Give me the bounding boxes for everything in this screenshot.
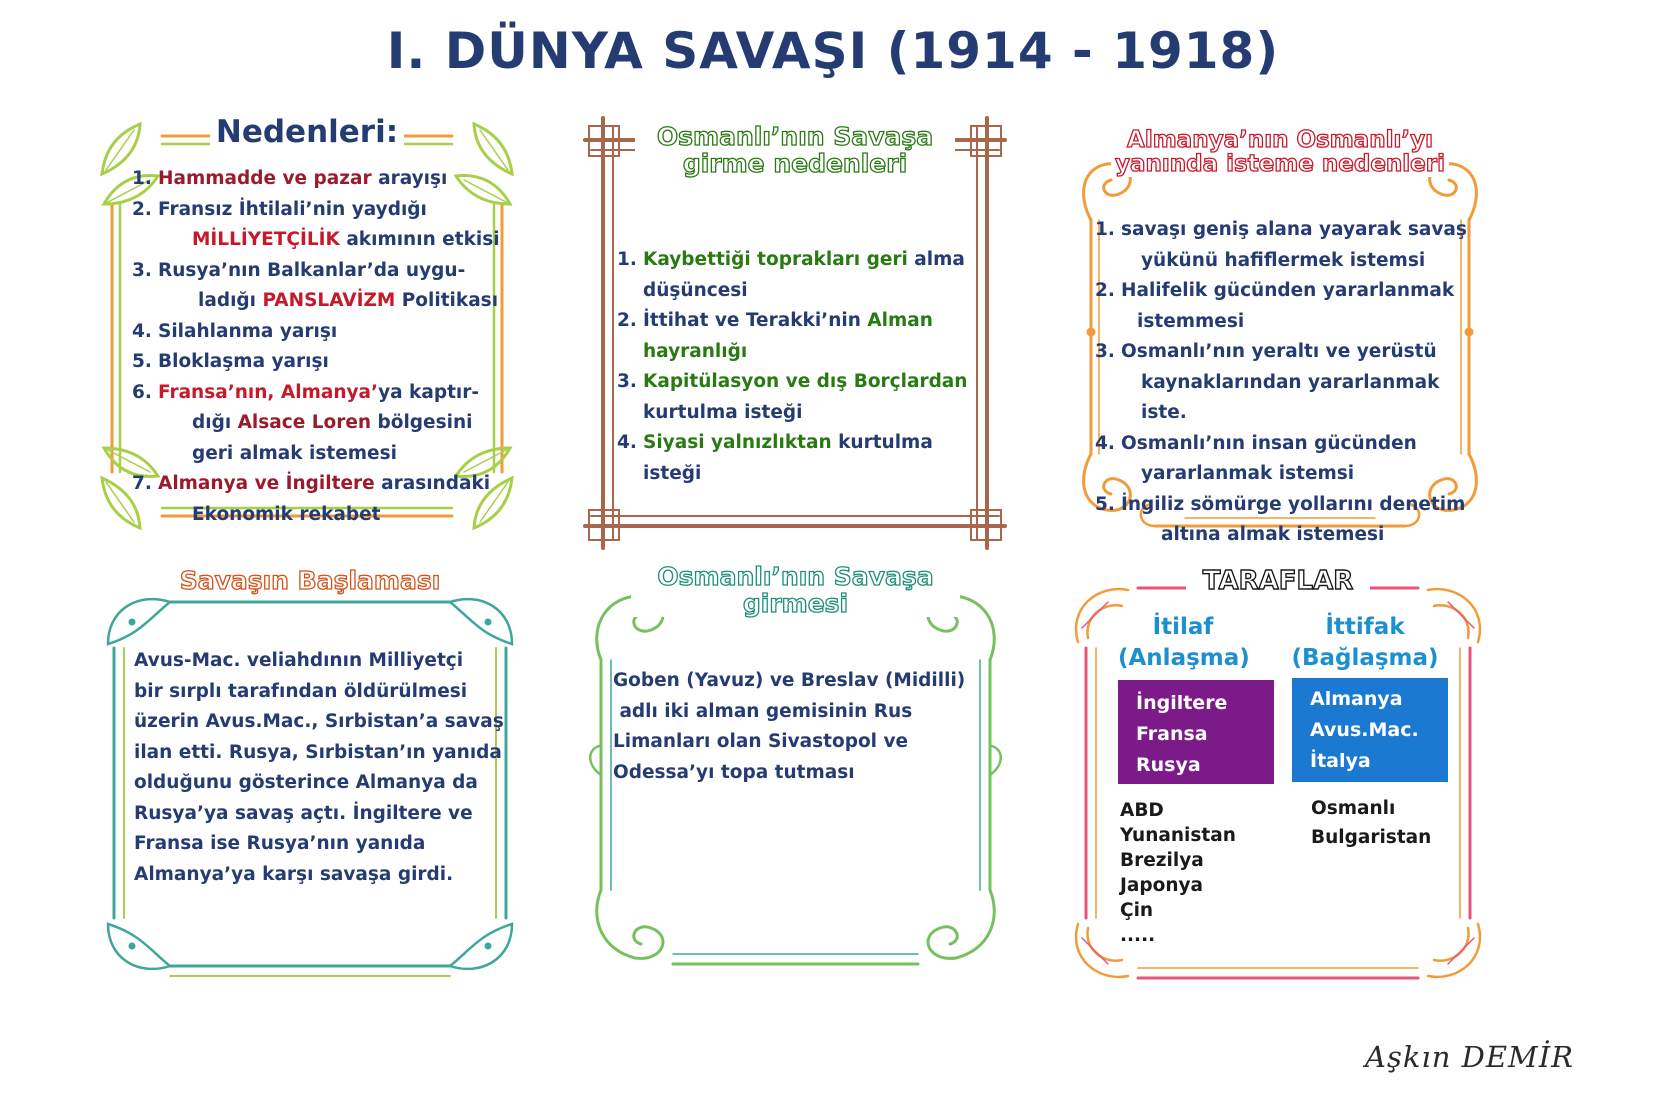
page-title: I. DÜNYA SAVAŞI (1914 - 1918) <box>386 22 1280 80</box>
panel-title: TARAFLAR <box>1186 568 1370 596</box>
item-text: kurtulma <box>831 432 933 453</box>
list-item <box>132 164 512 195</box>
panel-title: Savaşın Başlaması <box>160 568 460 595</box>
itilaf-heading-line: İtilaf <box>1152 614 1214 640</box>
list-item <box>617 367 1005 398</box>
item-text: Fransa’nın, Almanya’ <box>158 381 379 403</box>
panel-title-line: Almanya’nın Osmanlı’yı <box>1127 127 1433 153</box>
list-item <box>1095 276 1480 307</box>
ittifak-member: Avus.Mac. <box>1310 719 1419 741</box>
panel-taraflar <box>1068 568 1488 998</box>
savasin-baslamasi-text <box>134 646 518 890</box>
list-item <box>617 337 1005 368</box>
item-text: Siyasi yalnızlıktan <box>643 432 832 453</box>
list-item <box>617 459 1005 490</box>
item-number: 4. <box>617 432 637 453</box>
item-text: kurtulma isteği <box>643 401 803 423</box>
item-number: 1. <box>1095 219 1115 240</box>
itilaf-other-member: Brezilya <box>1120 850 1204 871</box>
list-item <box>1095 490 1480 521</box>
list-item <box>1095 337 1480 368</box>
item-number: 2. <box>617 310 637 331</box>
ittifak-heading <box>1290 612 1440 674</box>
list-item <box>1095 459 1480 490</box>
item-text: arayışı <box>371 168 448 189</box>
itilaf-member: Rusya <box>1136 754 1201 776</box>
text-line: Odessa’yı topa tutması <box>613 761 855 783</box>
item-text: kaynaklarından yararlanmak iste. <box>1141 371 1440 423</box>
item-text: Silahlanma yarışı <box>158 320 338 342</box>
panel-title <box>631 564 960 617</box>
item-text: Politikası <box>395 290 499 311</box>
item-text: akımının etkisi <box>339 229 500 250</box>
item-text: istemmesi <box>1137 310 1245 332</box>
ittifak-other-members <box>1311 794 1461 852</box>
list-item <box>1095 520 1480 551</box>
itilaf-other-member: ..... <box>1120 925 1156 946</box>
panel-title <box>1111 128 1449 177</box>
list-item <box>132 439 512 470</box>
item-text: isteği <box>643 462 702 484</box>
item-text: hayranlığı <box>643 340 748 362</box>
itilaf-other-member: Çin <box>1120 900 1154 921</box>
item-number: 3. <box>132 259 152 281</box>
panel-title <box>635 124 955 177</box>
item-text: Hammadde ve pazar <box>158 168 372 189</box>
text-line: Almanya’ya karşı savaşa girdi. <box>134 863 454 885</box>
item-text: İttihat ve Terakki’nin <box>643 310 868 331</box>
item-number: 3. <box>1095 341 1115 362</box>
item-text: alma <box>907 249 965 270</box>
panel-title-line: girme nedenleri <box>682 148 908 178</box>
list-item <box>1095 307 1480 338</box>
list-item <box>617 306 1005 337</box>
text-line: Avus-Mac. veliahdının Milliyetçi <box>134 650 464 671</box>
ittifak-other-member: Bulgaristan <box>1311 827 1432 848</box>
list-item <box>617 398 1005 429</box>
item-number: 1. <box>617 249 637 270</box>
itilaf-other-members <box>1120 798 1270 948</box>
item-text: savaşı geniş alana yayarak savaş <box>1121 219 1467 240</box>
item-text: Kapitülasyon ve dış Borçlardan <box>643 371 968 392</box>
item-text: dığı <box>192 412 238 433</box>
itilaf-heading <box>1118 612 1248 674</box>
item-text: ya kaptır- <box>378 381 480 403</box>
ittifak-members-box <box>1292 678 1448 782</box>
item-number: 1. <box>132 168 152 189</box>
list-item <box>617 428 1005 459</box>
girme-nedenleri-list <box>617 245 1005 489</box>
text-line: Goben (Yavuz) ve Breslav (Midilli) <box>613 670 966 691</box>
item-text: düşüncesi <box>643 279 748 301</box>
ittifak-member: İtalya <box>1310 750 1371 772</box>
list-item <box>132 225 512 256</box>
almanya-nedenleri-list <box>1095 215 1480 551</box>
list-item <box>1095 215 1480 246</box>
item-text: Rusya’nın Balkanlar’da uygu- <box>158 259 466 281</box>
list-item <box>132 317 512 348</box>
text-line: üzerin Avus.Mac., Sırbistan’a savaş <box>134 711 504 732</box>
item-number: 2. <box>1095 280 1115 301</box>
item-text: Osmanlı’nın yeraltı ve yerüstü <box>1121 341 1437 362</box>
list-item <box>1095 246 1480 277</box>
panel-title-line: Osmanlı’nın Savaşa <box>657 562 934 591</box>
list-item <box>1095 368 1480 429</box>
itilaf-other-member: ABD <box>1120 800 1164 821</box>
panel-osmanli-girmesi <box>583 562 1008 990</box>
text-line: Limanları olan Sivastopol ve <box>613 731 909 752</box>
ittifak-heading-line: (Bağlaşma) <box>1291 645 1439 671</box>
item-text: Ekonomik rekabet <box>192 503 381 525</box>
item-text: yararlanmak istemsi <box>1141 463 1355 484</box>
list-item <box>1095 429 1480 460</box>
item-text: İngiliz sömürge yollarını denetim <box>1121 493 1466 515</box>
item-text: Kaybettiği toprakları geri <box>643 249 908 270</box>
item-number: 5. <box>1095 493 1115 515</box>
item-text: Almanya ve İngiltere <box>158 473 375 494</box>
list-item <box>132 347 512 378</box>
text-line: Rusya’ya savaş açtı. İngiltere ve <box>134 802 473 824</box>
item-text: Alman <box>867 310 933 331</box>
panel-osmanli-girme-nedenleri <box>585 118 1005 548</box>
item-number: 4. <box>1095 432 1115 454</box>
list-item <box>617 245 1005 276</box>
panel-title-line: Osmanlı’nın Savaşa <box>656 122 934 151</box>
item-number: 7. <box>132 473 152 494</box>
text-line: Fransa ise Rusya’nın yanıda <box>134 833 426 854</box>
item-text: MİLLİYETÇİLİK <box>192 229 340 250</box>
osmanli-girmesi-text <box>613 666 1005 788</box>
item-text: altına almak istemesi <box>1161 524 1385 545</box>
ittifak-heading-line: İttifak <box>1325 614 1405 640</box>
list-item <box>132 256 512 287</box>
list-item <box>132 195 512 226</box>
panel-almanya-nedenleri <box>1075 124 1485 544</box>
item-text: ladığı <box>198 290 263 311</box>
author-signature: Aşkın DEMİR <box>1365 1040 1574 1074</box>
list-item <box>132 469 512 500</box>
list-item <box>132 408 512 439</box>
panel-nedenleri <box>92 112 522 540</box>
item-text: geri almak istemesi <box>192 442 397 464</box>
text-line: adlı iki alman gemisinin Rus <box>613 700 913 722</box>
item-text: yükünü hafiflermek istemsi <box>1141 249 1426 271</box>
ittifak-member: Almanya <box>1310 688 1403 710</box>
item-text: Halifelik gücünden yararlanmak <box>1121 280 1455 301</box>
panel-title-line: girmesi <box>742 588 849 618</box>
text-line: olduğunu gösterince Almanya da <box>134 772 478 793</box>
itilaf-member: Fransa <box>1136 723 1208 745</box>
item-text: Fransız İhtilali’nin yaydığı <box>158 198 427 220</box>
panel-title: Nedenleri: <box>210 116 404 149</box>
ittifak-other-member: Osmanlı <box>1311 798 1396 819</box>
text-line: ilan etti. Rusya, Sırbistan’ın yanıda <box>134 741 502 763</box>
list-item <box>132 378 512 409</box>
list-item <box>617 276 1005 307</box>
nedenleri-list <box>132 164 512 530</box>
itilaf-other-member: Japonya <box>1120 875 1204 896</box>
item-number: 2. <box>132 198 152 220</box>
item-text: PANSLAVİZM <box>262 290 396 311</box>
item-text: Alsace Loren <box>237 412 372 433</box>
itilaf-heading-line: (Anlaşma) <box>1118 645 1250 671</box>
item-text: Osmanlı’nın insan gücünden <box>1121 432 1417 454</box>
itilaf-other-member: Yunanistan <box>1120 825 1236 846</box>
item-text: bölgesini <box>371 412 473 433</box>
item-number: 3. <box>617 371 637 392</box>
panel-savasin-baslamasi <box>100 566 520 990</box>
item-number: 4. <box>132 320 152 342</box>
item-number: 6. <box>132 381 152 403</box>
item-number: 5. <box>132 351 152 372</box>
itilaf-members-box <box>1118 680 1274 784</box>
text-line: bir sırplı tarafından öldürülmesi <box>134 680 468 702</box>
list-item <box>132 286 512 317</box>
item-text: Bloklaşma yarışı <box>158 351 329 372</box>
itilaf-member: İngiltere <box>1136 692 1228 714</box>
panel-title-line: yanında isteme nedenleri <box>1115 151 1445 178</box>
item-text: arasındaki <box>374 473 491 494</box>
list-item <box>132 500 512 531</box>
